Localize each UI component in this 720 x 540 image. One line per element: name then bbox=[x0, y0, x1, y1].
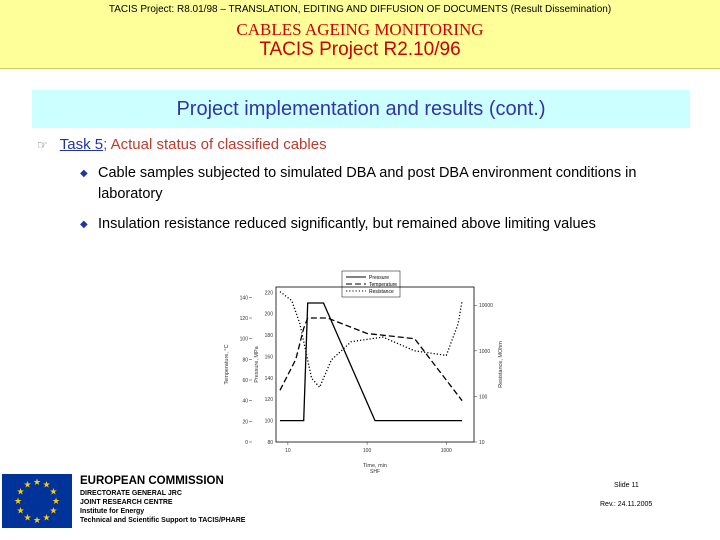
task-link[interactable]: Task 5 bbox=[59, 136, 104, 153]
pressure-tick-label: 120 bbox=[264, 397, 273, 404]
legend-label: Pressure bbox=[369, 275, 390, 281]
eu-star-icon: ★ bbox=[51, 496, 61, 506]
slide-title-bar bbox=[32, 90, 690, 128]
task-text: ; Actual status of classified cables bbox=[103, 136, 327, 153]
sub-bullet-text: Cable samples subjected to simulated DBA and post DBA environment conditions in laboratory bbox=[98, 165, 637, 202]
eu-stars-icon bbox=[2, 474, 72, 528]
header-subtitle: CABLES AGEING MONITORING bbox=[236, 20, 484, 39]
pressure-tick-label: 80 bbox=[267, 440, 273, 446]
x-tick-label: 100 bbox=[362, 448, 372, 454]
eu-star-icon: ★ bbox=[23, 512, 32, 523]
temperature-tick-label: 100 bbox=[239, 336, 248, 343]
footer-line: Technical and Scientific Support to TACIS/PHARE bbox=[80, 517, 246, 524]
pressure-tick-label: 220 bbox=[264, 290, 273, 297]
pressure-tick-label: 140 bbox=[264, 375, 273, 382]
chart-svg bbox=[218, 265, 508, 477]
legend-label: Temperature bbox=[369, 282, 398, 288]
sub-bullet-2 bbox=[80, 214, 690, 235]
resistance-tick-label: 100 bbox=[479, 394, 488, 401]
x-axis-sublabel: SHF bbox=[370, 469, 380, 475]
footer-line: DIRECTORATE GENERAL JRC bbox=[80, 490, 182, 497]
header-project-title: TACIS Project R2.10/96 bbox=[259, 39, 461, 60]
pressure-axis-label: Pressure, MPa bbox=[254, 346, 260, 383]
footer-org: EUROPEAN COMMISSION bbox=[80, 475, 224, 487]
pressure-tick-label: 160 bbox=[264, 354, 273, 361]
temperature-tick-label: 40 bbox=[242, 398, 248, 405]
header-project-line: TACIS Project: R8.01/98 – TRANSLATION, EDITING AND DIFFUSION OF DOCUMENTS (Result Dissemination) bbox=[108, 4, 612, 15]
sub-bullet-1 bbox=[80, 163, 690, 205]
slide-header bbox=[0, 0, 720, 69]
x-tick-label: 10 bbox=[285, 448, 291, 454]
eu-flag-logo bbox=[2, 474, 72, 528]
results-chart bbox=[218, 265, 508, 477]
resistance-tick-label: 10000 bbox=[479, 303, 493, 310]
eu-star-icon: ★ bbox=[32, 515, 42, 525]
slide-title: Project implementation and results (cont.) bbox=[176, 98, 546, 120]
pressure-tick-label: 100 bbox=[264, 418, 273, 425]
temperature-tick-label: 140 bbox=[239, 295, 248, 302]
eu-star-icon: ★ bbox=[42, 512, 51, 523]
temperature-tick-label: 60 bbox=[242, 378, 248, 384]
eu-star-icon: ★ bbox=[23, 479, 32, 490]
eu-star-icon: ★ bbox=[32, 477, 42, 487]
task-bullet bbox=[37, 136, 327, 153]
eu-star-icon: ★ bbox=[49, 505, 58, 516]
temperature-tick-label: 120 bbox=[239, 316, 248, 322]
temperature-axis-label: Temperature, °C bbox=[224, 344, 230, 385]
x-axis-label: Time, min bbox=[363, 463, 387, 469]
diamond-bullet-icon: ◆ bbox=[80, 219, 88, 230]
pointing-hand-icon: ☞ bbox=[37, 138, 48, 152]
temperature-tick-label: 80 bbox=[242, 357, 248, 364]
diamond-bullet-icon: ◆ bbox=[80, 168, 88, 179]
revision-date: Rev.: 24.11.2005 bbox=[600, 501, 653, 508]
temperature-tick-label: 20 bbox=[242, 419, 248, 426]
footer-line: JOINT RESEARCH CENTRE bbox=[80, 499, 173, 506]
resistance-tick-label: 1000 bbox=[479, 348, 491, 355]
pressure-tick-label: 200 bbox=[264, 311, 273, 318]
pressure-tick-label: 180 bbox=[264, 333, 273, 340]
resistance-axis-label: Resistance, MOhm bbox=[498, 341, 504, 388]
eu-star-icon: ★ bbox=[13, 496, 23, 506]
resistance-tick-label: 10 bbox=[479, 440, 485, 446]
footer-line: Institute for Energy bbox=[80, 508, 145, 515]
eu-star-icon: ★ bbox=[16, 486, 25, 497]
eu-star-icon: ★ bbox=[49, 486, 58, 497]
temperature-tick-label: 0 bbox=[245, 440, 248, 446]
legend-label: Resistance bbox=[369, 289, 394, 295]
x-tick-label: 1000 bbox=[440, 448, 452, 454]
slide-number: Slide 11 bbox=[614, 482, 639, 489]
eu-star-icon: ★ bbox=[16, 505, 25, 516]
sub-bullet-text: Insulation resistance reduced significantly, but remained above limiting values bbox=[98, 216, 596, 232]
eu-star-icon: ★ bbox=[42, 479, 51, 490]
